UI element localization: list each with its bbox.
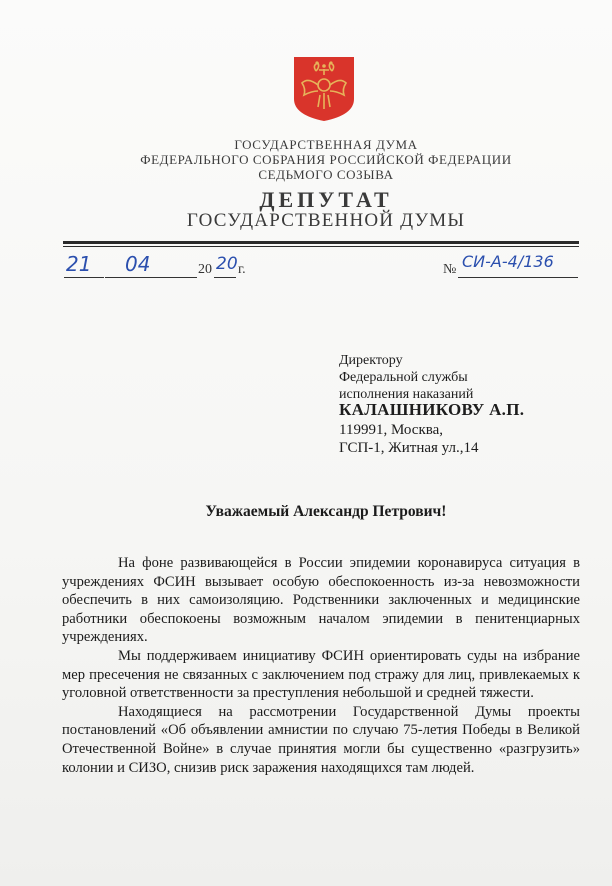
year-line: [214, 277, 236, 278]
org-line-1: ГОСУДАРСТВЕННАЯ ДУМА: [234, 137, 418, 152]
document-number: СИ-А-4/136: [462, 252, 554, 271]
title-deputy: ДЕПУТАТ: [259, 187, 393, 212]
date-month: 04: [125, 252, 151, 276]
date-day-line: [64, 277, 104, 278]
paragraph: На фоне развивающейся в России эпидемии коронавируса ситуация в учреждениях ФСИН вызывает особую обеспокоенность из-за невозможности обеспечить в них самоизоляцию. Родственники заключенных и медицинские работники обеспокоены возможным началом эпидемии в пенитенциарных учреждениях.: [62, 555, 580, 646]
paragraph: Мы поддерживаем инициативу ФСИН ориентировать суды на избрание мер пресечения не связанных с заключением под стражу для лиц, привлекаемых к уголовной ответственности за преступления небольшой и средней тяжести.: [62, 647, 580, 702]
year-handwritten: 20: [216, 254, 238, 274]
header-rule-thick: [63, 241, 579, 244]
date-day: 21: [66, 252, 92, 276]
greeting: Уважаемый Александр Петрович!: [205, 503, 447, 520]
header-rule-thin: [63, 246, 579, 247]
document-number-line: [458, 277, 578, 278]
coat-of-arms-icon: [292, 55, 356, 123]
year-prefix: 20: [198, 262, 212, 277]
org-line-2: ФЕДЕРАЛЬНОГО СОБРАНИЯ РОССИЙСКОЙ ФЕДЕРАЦИИ: [140, 152, 512, 167]
number-label: №: [443, 262, 457, 277]
letter-body: [62, 554, 580, 777]
addressee-service: Федеральной службы: [339, 370, 468, 385]
date-month-line: [105, 277, 197, 278]
addressee-service-cont: исполнения наказаний: [339, 387, 474, 402]
addressee-address-1: 119991, Москва,: [339, 422, 444, 438]
paragraph: Находящиеся на рассмотрении Государственной Думы проекты постановлений «Об объявлении амнистии по случаю 75-летия Победы в Великой Отечественной Войне» в случае принятия могли бы существенно «разгрузить» колонии и СИЗО, снизив риск заражения находящихся там людей.: [62, 703, 580, 776]
org-line-3: СЕДЬМОГО СОЗЫВА: [258, 167, 394, 182]
addressee-address-2: ГСП-1, Житная ул.,14: [339, 440, 479, 456]
title-state-duma: ГОСУДАРСТВЕННОЙ ДУМЫ: [186, 210, 466, 231]
addressee-name: КАЛАШНИКОВУ А.П.: [339, 400, 525, 419]
addressee-position: Директору: [339, 353, 403, 368]
year-suffix: г.: [238, 262, 246, 277]
